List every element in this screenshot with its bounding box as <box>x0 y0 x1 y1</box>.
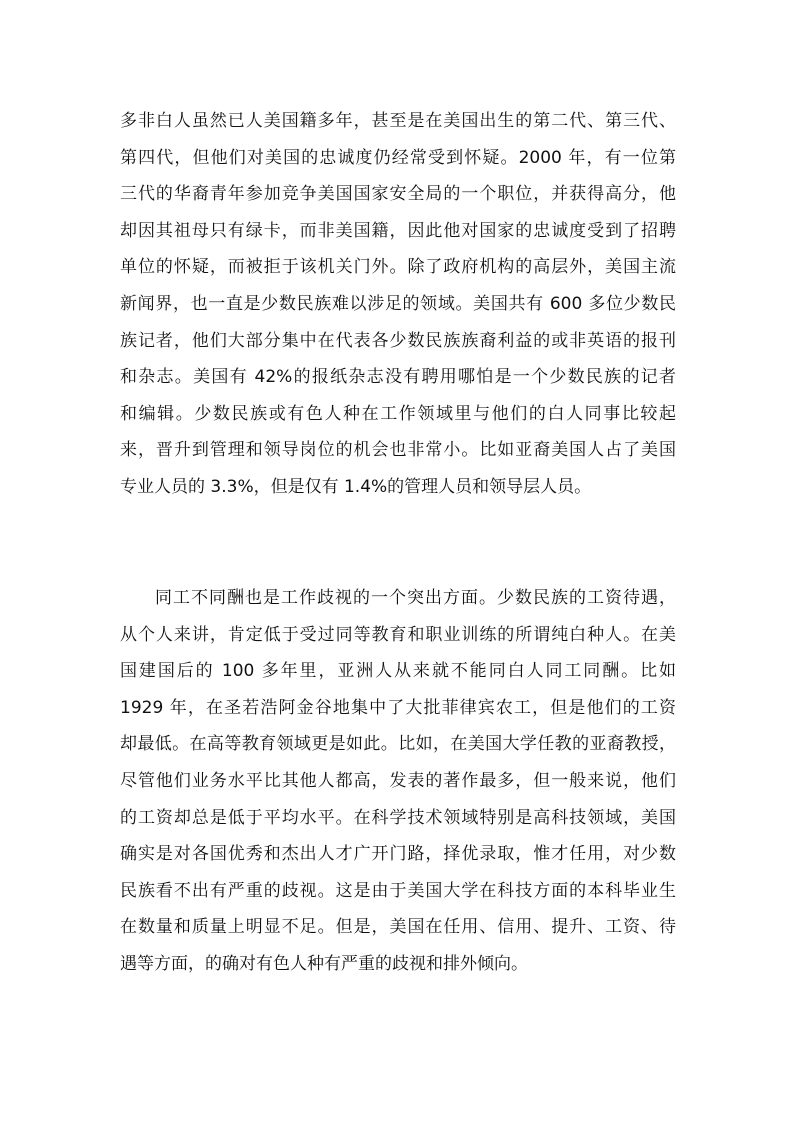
paragraph-2-line-6: 尽管他们业务水平比其他人都高，发表的著作最多，但一般来说，他们 <box>120 770 676 791</box>
paragraph-2-line-8: 确实是对各国优秀和杰出人才广开门路，择优录取，惟才任用，对少数 <box>120 844 676 865</box>
paragraph-1 <box>120 103 676 506</box>
paragraph-2-line-3: 国建国后的 100 多年里，亚洲人从来就不能同白人同工同酬。比如 <box>120 661 676 682</box>
paragraph-1-line-7: 族记者，他们大部分集中在代表各少数民族族裔利益的或非英语的报刊 <box>120 330 676 351</box>
paragraph-2-line-10: 在数量和质量上明显不足。但是，美国在任用、信用、提升、工资、待 <box>120 917 676 938</box>
paragraph-1-line-10: 来，晋升到管理和领导岗位的机会也非常小。比如亚裔美国人占了美国 <box>120 440 676 461</box>
paragraph-1-line-5: 单位的怀疑，而被拒于该机关门外。除了政府机构的高层外，美国主流 <box>120 257 676 278</box>
paragraph-2-line-9: 民族看不出有严重的歧视。这是由于美国大学在科技方面的本科毕业生 <box>120 880 676 901</box>
paragraph-2-line-4: 1929 年，在圣若浩阿金谷地集中了大批菲律宾农工，但是他们的工资 <box>120 697 676 718</box>
paragraph-1-line-8: 和杂志。美国有 42%的报纸杂志没有聘用哪怕是一个少数民族的记者 <box>120 367 676 388</box>
paragraph-1-line-3: 三代的华裔青年参加竞争美国国家安全局的一个职位，并获得高分，他 <box>120 184 676 205</box>
paragraph-1-line-6: 新闻界，也一直是少数民族难以涉足的领域。美国共有 600 多位少数民 <box>120 293 676 314</box>
paragraph-2-line-5: 却最低。在高等教育领域更是如此。比如，在美国大学任教的亚裔教授， <box>120 734 676 755</box>
paragraph-1-line-2: 第四代，但他们对美国的忠诚度仍经常受到怀疑。2000 年，有一位第 <box>120 147 676 168</box>
paragraph-1-line-11: 专业人员的 3.3%，但是仅有 1.4%的管理人员和领导层人员。 <box>120 476 592 497</box>
paragraph-2-line-11: 遇等方面，的确对有色人种有严重的歧视和排外倾向。 <box>120 953 528 974</box>
paragraph-2-line-7: 的工资却总是低于平均水平。在科学技术领域特别是高科技领域，美国 <box>120 807 676 828</box>
paragraph-1-line-9: 和编辑。少数民族或有色人种在工作领域里与他们的白人同事比较起 <box>120 403 676 424</box>
paragraph-2 <box>120 580 676 983</box>
paragraph-1-line-4: 却因其祖母只有绿卡，而非美国籍，因此他对国家的忠诚度受到了招聘 <box>120 220 676 241</box>
paragraph-2-line-2: 从个人来讲，肯定低于受过同等教育和职业训练的所谓纯白种人。在美 <box>120 624 676 645</box>
paragraph-1-line-1: 多非白人虽然已人美国籍多年，甚至是在美国出生的第二代、第三代、 <box>120 111 676 131</box>
paragraph-2-line-1: 同工不同酬也是工作歧视的一个突出方面。少数民族的工资待遇， <box>155 588 676 608</box>
